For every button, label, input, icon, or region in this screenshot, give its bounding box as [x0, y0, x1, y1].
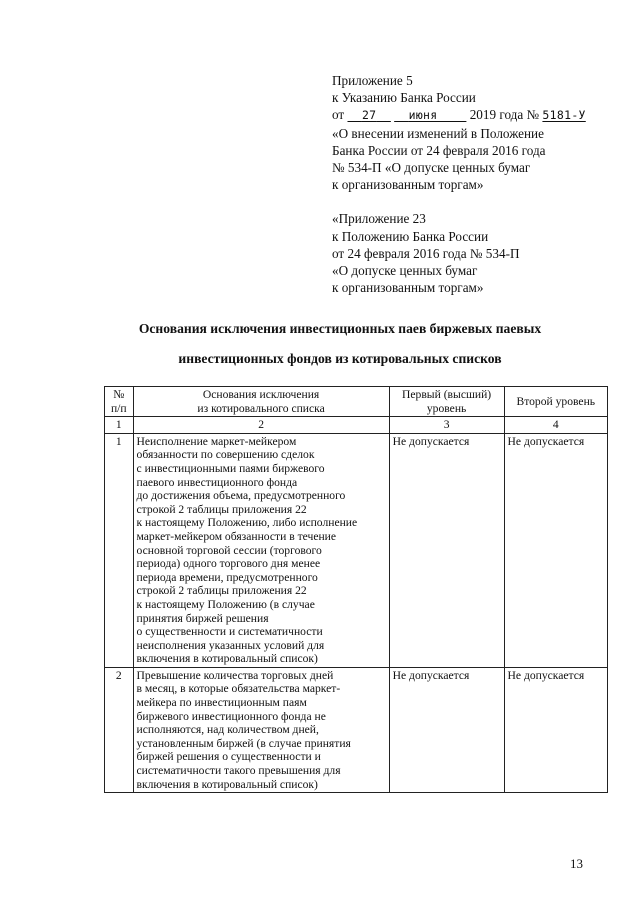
reason-line: Превышение количества торговых дней [136, 668, 334, 682]
header-date-line [332, 106, 632, 124]
table-row [105, 433, 608, 667]
header-num [105, 387, 134, 417]
header-line: к организованным торгам» [332, 280, 484, 296]
reason-line: к настоящему Положению (в случае [136, 597, 315, 611]
column-number: 4 [504, 417, 607, 434]
reason-line: строкой 2 таблицы приложения 22 [136, 584, 307, 598]
reason-line: неисполнения указанных условий для [136, 638, 325, 652]
header-num-line: п/п [110, 401, 127, 415]
header-line: «О внесении изменений в Положение [332, 125, 544, 141]
reason-line: систематичности такого превышения для [136, 764, 341, 778]
document-header [332, 72, 632, 296]
page-number: 13 [570, 856, 583, 871]
header-num-line: № [113, 388, 125, 401]
reason-line: о существенности и систематичности [136, 625, 323, 639]
reason-line: принятия биржей решения [136, 611, 269, 625]
row-reason [133, 433, 389, 667]
row-number: 2 [105, 667, 134, 792]
date-day-value: 27 [361, 108, 377, 123]
column-number: 3 [389, 417, 504, 434]
reason-line: включения в котировальный список) [136, 777, 318, 791]
reason-line: до достижения объема, предусмотренного [136, 489, 346, 503]
reason-line: мейкера по инвестиционным паям [136, 696, 307, 710]
header-first-level [389, 387, 504, 417]
header-line: от 24 февраля 2016 года № 534-П [332, 245, 520, 261]
reason-line: с инвестиционными паями биржевого [136, 461, 325, 475]
row-first-level: Не допускается [389, 433, 504, 667]
reason-line: биржей решения о существенности и [136, 750, 321, 764]
exclusion-criteria-table [104, 386, 608, 793]
reason-line: Неисполнение маркет-мейкером [136, 434, 297, 448]
header-line: к Положению Банка России [332, 228, 489, 244]
header-first-level-line: уровень [426, 401, 467, 415]
reason-line: биржевого инвестиционного фонда не [136, 709, 326, 723]
row-number: 1 [105, 433, 134, 667]
reason-line: исполняются, над количеством дней, [136, 723, 319, 737]
header-second-level: Второй уровень [504, 387, 607, 417]
reason-line: к настоящему Положению, либо исполнение [136, 516, 358, 530]
table-row [105, 667, 608, 792]
reason-line: периода) одного торгового дня менее [136, 557, 321, 571]
header-reason [133, 387, 389, 417]
date-month-value: июня [408, 108, 438, 123]
column-number-row [105, 417, 608, 434]
reason-line: маркет-мейкером обязанности в течение [136, 529, 337, 543]
table-header-row [105, 387, 608, 417]
row-first-level: Не допускается [389, 667, 504, 792]
reason-line: строкой 2 таблицы приложения 22 [136, 502, 307, 516]
document-title-line-2: инвестиционных фондов из котировальных списков [178, 351, 502, 366]
header-line: «Приложение 23 [332, 211, 426, 227]
column-number: 1 [105, 417, 134, 434]
header-line: Приложение 5 [332, 73, 413, 88]
header-first-level-line: Первый (высший) [402, 388, 492, 401]
header-line: к организованным торгам» [332, 177, 484, 193]
reason-line: периода времени, предусмотренного [136, 570, 318, 584]
document-title-line-1: Основания исключения инвестиционных паев биржевых паевых [138, 321, 542, 336]
reason-line: в месяц, в которые обязательства маркет- [136, 682, 341, 696]
document-number: 5181-У [542, 108, 586, 123]
reason-line: установленным биржей (в случае принятия [136, 736, 351, 750]
header-line: Банка России от 24 февраля 2016 года [332, 142, 546, 158]
header-date-prefix: от [332, 107, 345, 123]
row-reason [133, 667, 389, 792]
date-month [394, 108, 466, 122]
header-year: 2019 года № [469, 107, 540, 123]
reason-line: обязанности по совершению сделок [136, 448, 315, 462]
column-number: 2 [133, 417, 389, 434]
header-reason-line: из котировального списка [197, 401, 325, 415]
reason-line: паевого инвестиционного фонда [136, 475, 298, 489]
header-line: № 534-П «О допуске ценных бумаг [332, 160, 531, 176]
row-second-level: Не допускается [504, 433, 607, 667]
row-second-level: Не допускается [504, 667, 607, 792]
date-day [347, 108, 390, 122]
header-reason-line: Основания исключения [202, 388, 320, 401]
reason-line: основной торговой сессии (торгового [136, 543, 322, 557]
reason-line: включения в котировальный список) [136, 652, 318, 666]
header-line: к Указанию Банка России [332, 90, 476, 106]
header-line: «О допуске ценных бумаг [332, 263, 478, 279]
